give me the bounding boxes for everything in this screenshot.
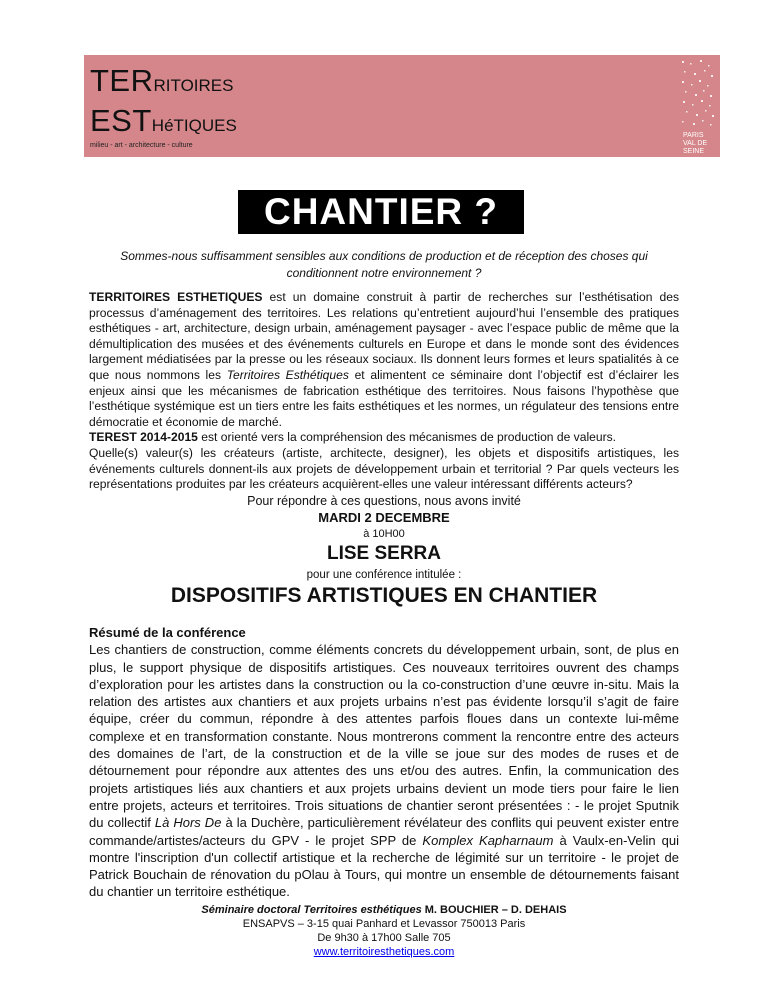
header-banner bbox=[84, 55, 720, 157]
footer-seminar-title: Séminaire doctoral Territoires esthétiques bbox=[201, 904, 422, 916]
school-logo bbox=[680, 57, 716, 155]
header-tagline: milieu - art - architecture - culture bbox=[90, 142, 193, 149]
event-time: à 10H00 bbox=[363, 528, 405, 540]
invite-line: Pour répondre à ces questions, nous avons invité bbox=[247, 494, 521, 508]
terest-label: TEREST 2014-2015 bbox=[89, 430, 198, 445]
title-line-2-small: HéTIQUES bbox=[151, 116, 237, 135]
footer-seminar bbox=[0, 904, 768, 918]
abstract bbox=[89, 624, 679, 901]
event-date: MARDI 2 DECEMBRE bbox=[318, 510, 450, 525]
abstract-heading: Résumé de la conférence bbox=[89, 625, 246, 640]
abstract-text-2: à la Duchère, particulièrement révélateur des conflits qui peuvent exister entre commande/artistes/acteurs du GPV - le projet SPP de bbox=[89, 815, 679, 848]
intro-text-a: est un domaine construit à partir de recherches sur l’esthétisation des processus d’aménagement des territoires. Les relations qu’entretient aujourd’hui l’ensemble des pratiques esthétiques - art, architecture, design urbain, aménagement paysager - avec l’espace public de même que la démultiplication des musées et des événements culturels en Europe et dans le monde sont des évidences largement médiatisées par la presse ou les réseaux sociaux. Ils donnent leurs formes et leurs spatialités à ce que nous nommons les bbox=[89, 290, 679, 382]
title-line-2 bbox=[90, 103, 237, 139]
title-line-2-big: EST bbox=[90, 103, 152, 138]
footer-organizers: M. BOUCHIER – D. DEHAIS bbox=[421, 904, 567, 916]
conference-title: DISPOSITIFS ARTISTIQUES EN CHANTIER bbox=[170, 584, 598, 607]
main-title: CHANTIER ? bbox=[238, 190, 524, 234]
svg-text:SEINE: SEINE bbox=[683, 148, 705, 155]
intro-questions: Quelle(s) valeur(s) les créateurs (artiste, architecte, designer), les objets et dispositifs artistiques, les événements culturels donnent-ils aux projets de développement urbain et territorial ? Par quels vecteurs les représentations produites par les créateurs acquièrent-elles une valeur intéressant différents acteurs? bbox=[89, 445, 679, 492]
abstract-italic-1: Là Hors De bbox=[154, 815, 222, 831]
intro-paragraph bbox=[89, 290, 679, 493]
abstract-text-1: Les chantiers de construction, comme éléments concrets du développement urbain, sont, de plus en plus, le support physique de dispositifs artistiques. Ces nouveaux territoires ouvrent des champs d’exploration pour les artistes dans la construction ou la co-construction d’une œuvre in-situ. Mais la relation des artistes aux chantiers et aux projets urbains n’est pas évidente lorsqu’il s’agit de faire équipe, créer du commun, répondre à des attentes parfois floues dans un contexte lui-même complexe et en transformation constante. Nous montrerons comment la rencontre entre des acteurs des domaines de l’art, de la construction et de la ville se joue sur des modes de ruses et de détournement pour répondre aux attentes des uns et/ou des autres. Enfin, la communication des projets artistiques liés aux chantiers et aux projets urbains devient un mode tiers pour faire le lien entre projets, acteurs et territoires. Trois situations de chantier seront présentées : - le projet Sputnik du collectif bbox=[89, 642, 679, 831]
footer-website-link[interactable]: www.territoiresthetiques.com bbox=[313, 946, 455, 958]
question-subtitle: Sommes-nous suffisamment sensibles aux conditions de production et de réception des choses qui conditionnent notre environnement ? bbox=[120, 249, 648, 280]
intro-lead: TERRITOIRES ESTHETIQUES bbox=[89, 290, 263, 304]
svg-text:VAL DE: VAL DE bbox=[683, 140, 708, 147]
title-line-1-big: TER bbox=[90, 63, 154, 98]
footer-address: ENSAPVS – 3-15 quai Panhard et Levassor 750013 Paris bbox=[242, 918, 526, 930]
abstract-text-3: à Vaulx-en-Velin qui montre l'inscription d'un collectif artistique et la recherche de légimité sur un territoire - le projet de Patrick Bouchain de rénovation du pOlau à Tours, qui montre un ensemble de détournements faisant du chantier un territoire esthétique. bbox=[89, 832, 679, 900]
terest-text: est orienté vers la compréhension des mécanismes de production de valeurs. bbox=[197, 430, 617, 445]
intro-text-b: et alimentent ce séminaire dont l’objectif est d’éclairer les enjeux ainsi que les mécanismes de fabrication esthétique des territoires. Nous faisons l’hypothèse que l’esthétique systémique est un tiers entre les faits esthétiques et les normes, un régulateur des tensions entre démocratie et économie de marché. bbox=[89, 367, 679, 429]
title-line-1-small: RITOIRES bbox=[153, 76, 234, 95]
footer-hours: De 9h30 à 17h00 Salle 705 bbox=[317, 932, 451, 944]
intro-italic: Territoires Esthétiques bbox=[226, 367, 349, 382]
conference-intro: pour une conférence intitulée : bbox=[306, 569, 462, 581]
abstract-italic-2: Komplex Kapharnaum bbox=[422, 832, 554, 848]
svg-text:PARIS: PARIS bbox=[683, 132, 704, 139]
speaker-name: LISE SERRA bbox=[326, 543, 442, 564]
title-line-1 bbox=[90, 63, 233, 99]
